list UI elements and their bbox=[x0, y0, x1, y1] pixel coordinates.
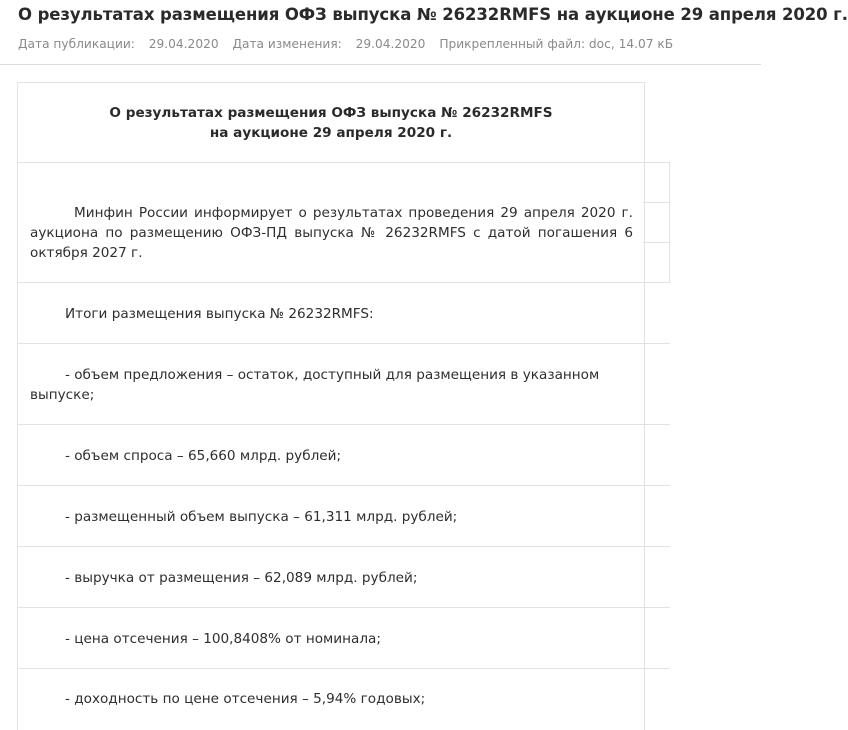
list-item bbox=[30, 365, 633, 405]
intro-paragraph bbox=[30, 203, 633, 263]
table-cell-edge bbox=[643, 202, 670, 203]
list-item bbox=[30, 568, 633, 588]
modified-label: Дата изменения: bbox=[232, 37, 342, 51]
published-date: 29.04.2020 bbox=[148, 37, 219, 51]
page-title: О результатах размещения ОФЗ выпуска № 26232RMFS на аукционе 29 апреля 2020 г. bbox=[18, 5, 848, 24]
publication-meta bbox=[18, 37, 673, 51]
modified-date: 29.04.2020 bbox=[355, 37, 426, 51]
table-row-divider bbox=[17, 82, 644, 83]
table-row-divider bbox=[17, 343, 670, 344]
list-item-text: - цена отсечения – 100,8408% от номинала; bbox=[65, 631, 381, 647]
results-heading bbox=[30, 304, 633, 324]
published-label: Дата публикации: bbox=[18, 37, 135, 51]
attachment-label: Прикрепленный файл: bbox=[439, 37, 586, 51]
document-title-line: О результатах размещения ОФЗ выпуска № 26232RMFS bbox=[109, 105, 553, 121]
table-cell-edge bbox=[643, 242, 670, 243]
document-title-line: на аукционе 29 апреля 2020 г. bbox=[209, 125, 453, 141]
document-title bbox=[17, 103, 645, 143]
list-item bbox=[30, 689, 633, 709]
list-item-text: - объем предложения – остаток, доступный для размещения в указанном выпуске; bbox=[30, 367, 600, 403]
list-item bbox=[30, 507, 633, 527]
list-item bbox=[30, 629, 633, 649]
list-item-text: - доходность по цене отсечения – 5,94% годовых; bbox=[65, 691, 426, 707]
table-cell-edge bbox=[669, 162, 670, 282]
list-item-text: - объем спроса – 65,660 млрд. рублей; bbox=[65, 448, 342, 464]
list-item bbox=[30, 446, 633, 466]
results-heading-text: Итоги размещения выпуска № 26232RMFS: bbox=[65, 306, 374, 322]
table-row-divider bbox=[17, 485, 670, 486]
table-row-divider bbox=[17, 424, 670, 425]
table-row-divider bbox=[17, 607, 670, 608]
list-item-text: - размещенный объем выпуска – 61,311 млрд. рублей; bbox=[65, 509, 458, 525]
list-item-text: - выручка от размещения – 62,089 млрд. рублей; bbox=[65, 570, 418, 586]
table-row-divider bbox=[17, 282, 670, 283]
header-divider bbox=[0, 64, 761, 65]
table-row-divider bbox=[17, 546, 670, 547]
table-row-divider bbox=[17, 668, 670, 669]
attachment-link[interactable]: doc, 14.07 кБ bbox=[588, 37, 674, 51]
table-row-divider bbox=[17, 162, 670, 163]
intro-text: Минфин России информирует о результатах проведения 29 апреля 2020 г. аукциона по размещению ОФЗ-ПД выпуска № 26232RMFS с датой погашения 6 октября 2027 г. bbox=[30, 205, 633, 261]
